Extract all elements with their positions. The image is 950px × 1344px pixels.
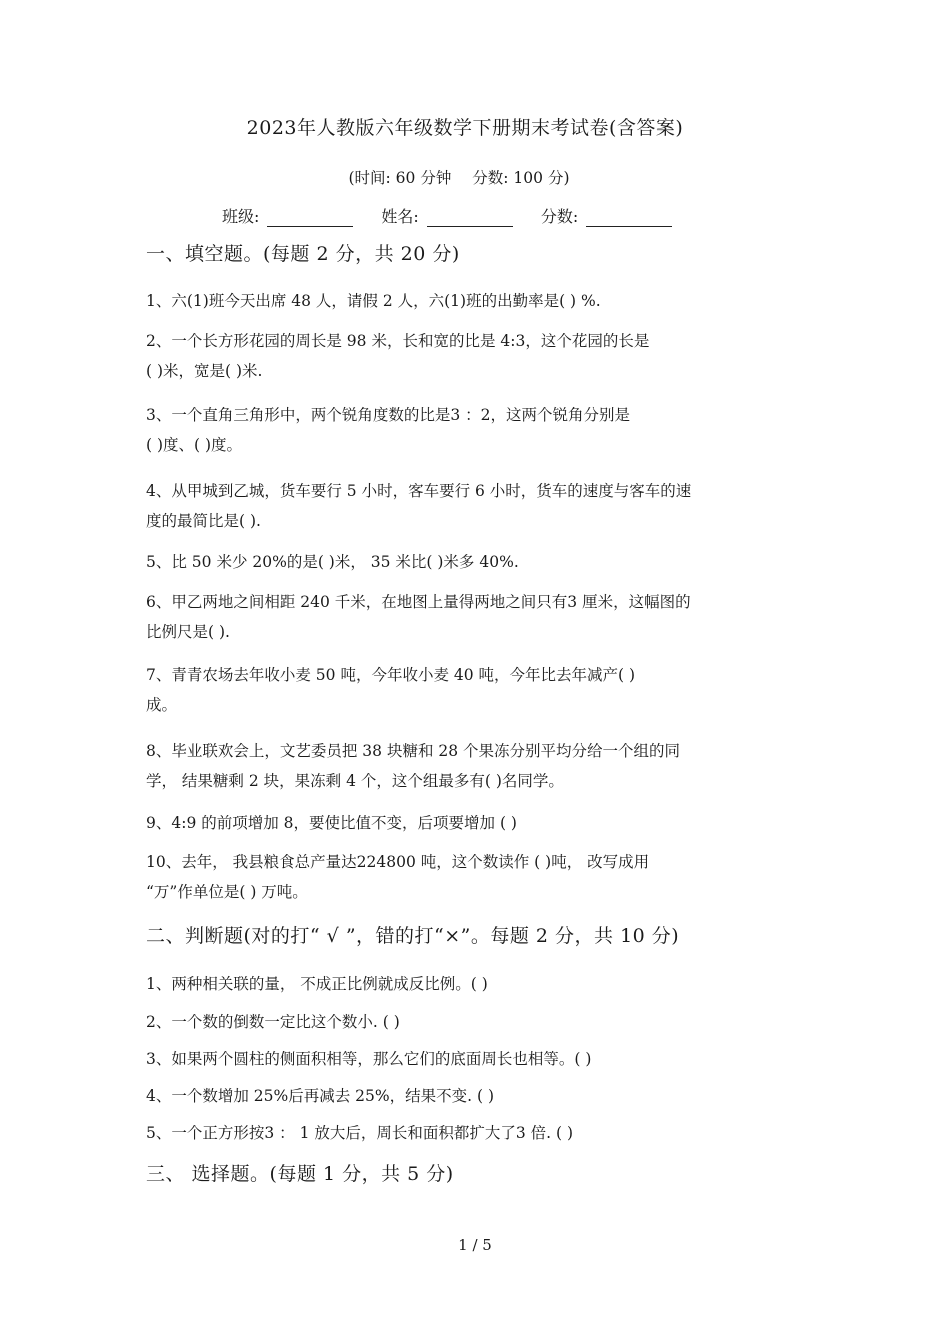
score-blank	[586, 204, 672, 227]
class-field	[222, 204, 353, 227]
fill-question-3	[146, 400, 816, 460]
section-2-heading: 二、判断题(对的打“ √ ”，错的打“×”。每题 2 分，共 10 分)	[146, 925, 680, 947]
question-line: 2、一个长方形花园的周长是 98 米，长和宽的比是 4:3，这个花园的长是	[146, 332, 650, 350]
class-label: 班级:	[222, 207, 260, 226]
time-limit: (时间: 60 分钟	[348, 169, 452, 187]
section-1-heading: 一、填空题。(每题 2 分，共 20 分)	[146, 243, 460, 265]
question-line: 10、去年， 我县粮食总产量达224800 吨，这个数读作 ( )吨， 改写成用	[146, 853, 650, 871]
fill-question-4	[146, 476, 816, 536]
fill-question-7	[146, 660, 816, 720]
question-line: 8、毕业联欢会上，文艺委员把 38 块糖和 28 个果冻分别平均分给一个组的同	[146, 742, 681, 760]
question-line: 1、六(1)班今天出席 48 人，请假 2 人，六(1)班的出勤率是( ) %.	[146, 292, 601, 310]
fill-question-2	[146, 326, 816, 386]
fill-question-8	[146, 736, 816, 796]
question-line: “万”作单位是( ) 万吨。	[146, 883, 308, 901]
judge-question-4: 4、一个数增加 25%后再减去 25%，结果不变. ( )	[146, 1087, 494, 1105]
name-blank	[427, 204, 513, 227]
section-3-heading: 三、 选择题。(每题 1 分，共 5 分)	[146, 1163, 454, 1185]
fill-question-10	[146, 847, 816, 907]
question-line: ( )米，宽是( )米.	[146, 362, 263, 380]
exam-meta	[0, 166, 918, 188]
total-score: 分数: 100 分)	[472, 169, 570, 187]
score-field	[541, 204, 672, 227]
question-line: 学， 结果糖剩 2 块，果冻剩 4 个，这个组最多有( )名同学。	[146, 772, 564, 790]
judge-question-5: 5、一个正方形按3 ： 1 放大后，周长和面积都扩大了3 倍. ( )	[146, 1124, 574, 1142]
fill-question-9	[146, 808, 816, 838]
name-label: 姓名:	[381, 207, 419, 226]
judge-question-1: 1、两种相关联的量， 不成正比例就成反比例。( )	[146, 975, 488, 993]
question-line: 3、一个直角三角形中，两个锐角度数的比是3 ：2，这两个锐角分别是	[146, 406, 631, 424]
score-label: 分数:	[540, 207, 579, 226]
question-line: 度的最简比是( ).	[146, 512, 261, 530]
question-line: 4、从甲城到乙城，货车要行 5 小时，客车要行 6 小时，货车的速度与客车的速	[146, 482, 692, 500]
fill-question-5	[146, 547, 816, 577]
fill-question-6	[146, 587, 816, 647]
question-line: 9、4:9 的前项增加 8，要使比值不变，后项要增加 ( )	[146, 814, 517, 832]
question-line: 6、甲乙两地之间相距 240 千米，在地图上量得两地之间只有3 厘米，这幅图的	[146, 593, 691, 611]
question-line: 比例尺是( ).	[146, 623, 230, 641]
class-blank	[267, 204, 353, 227]
page-title: 2023年人教版六年级数学下册期末考试卷(含答案)	[246, 117, 684, 139]
question-line: 成。	[146, 696, 178, 714]
question-line: 7、青青农场去年收小麦 50 吨，今年收小麦 40 吨，今年比去年减产( )	[146, 666, 636, 684]
judge-question-3: 3、如果两个圆柱的侧面积相等，那么它们的底面周长也相等。( )	[146, 1050, 592, 1068]
judge-question-2: 2、一个数的倒数一定比这个数小. ( )	[146, 1013, 400, 1031]
question-line: ( )度、( )度。	[146, 436, 243, 454]
fill-question-1	[146, 286, 816, 316]
name-field	[381, 204, 512, 227]
page-number: 1 / 5	[458, 1236, 492, 1254]
student-info-row	[222, 204, 700, 227]
question-line: 5、比 50 米少 20%的是( )米， 35 米比( )米多 40%.	[146, 553, 519, 571]
